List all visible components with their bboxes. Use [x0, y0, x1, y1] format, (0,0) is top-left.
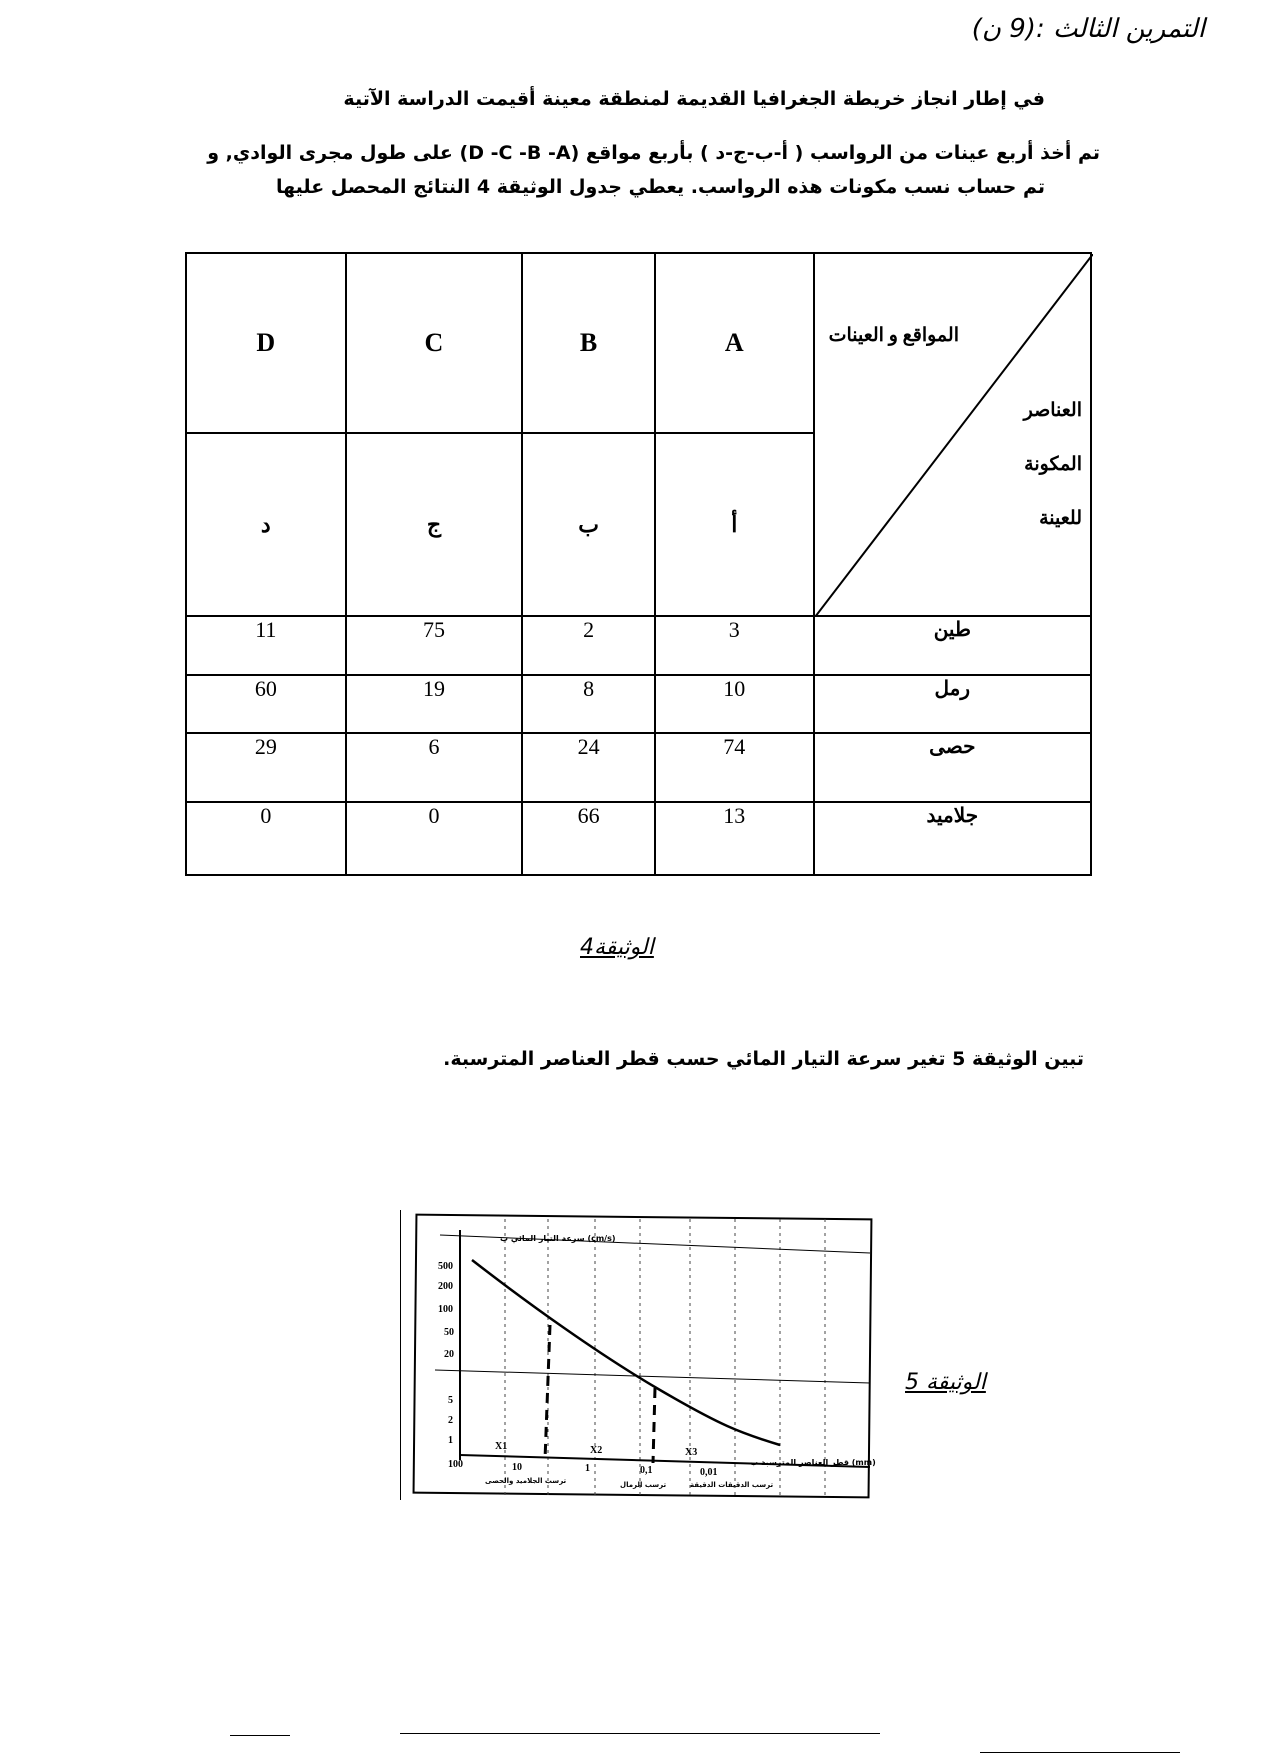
cell: 3 — [655, 616, 814, 675]
table-corner-header — [814, 253, 1091, 616]
cell: 11 — [186, 616, 346, 675]
row-label: طين — [814, 616, 1091, 675]
x-tick: 10 — [512, 1462, 522, 1473]
cell: 6 — [346, 733, 523, 802]
cell: 66 — [522, 802, 655, 875]
cell: 13 — [655, 802, 814, 875]
y-tick: 2 — [448, 1415, 453, 1426]
corner-line: المكونة — [1024, 454, 1082, 475]
row-label: رمل — [814, 675, 1091, 733]
corner-line: للعينة — [1039, 508, 1082, 529]
table-row — [186, 802, 1091, 875]
footer-rule — [230, 1735, 290, 1736]
cell: 24 — [522, 733, 655, 802]
cell: 19 — [346, 675, 523, 733]
velocity-diameter-graph — [400, 1205, 880, 1505]
marker-label: X2 — [590, 1445, 603, 1456]
zone-label: ترسب الدقيقات الدقيقة — [690, 1481, 774, 1489]
results-table — [185, 252, 1092, 876]
y-tick: 500 — [438, 1261, 453, 1272]
y-tick: 1 — [448, 1435, 453, 1446]
table-row — [186, 675, 1091, 733]
site-header-a: A — [655, 253, 814, 433]
y-tick: 50 — [444, 1327, 454, 1338]
y-tick: 100 — [438, 1304, 453, 1315]
marker-label: X1 — [495, 1441, 508, 1452]
cell: 10 — [655, 675, 814, 733]
row-label: جلاميد — [814, 802, 1091, 875]
paragraph-line-2: تم حساب نسب مكونات هذه الرواسب. يعطي جدول الوثيقة 4 النتائج المحصل عليها — [276, 176, 1045, 198]
corner-line: العناصر — [1023, 400, 1082, 421]
y-tick: 20 — [444, 1349, 454, 1360]
doc5-sentence: تبين الوثيقة 5 تغير سرعة التيار المائي حسب قطر العناصر المترسبة. — [443, 1048, 1084, 1070]
cell: 2 — [522, 616, 655, 675]
x-axis-label: قطر العناصر المترسبة ب (mm) — [750, 1458, 876, 1467]
intro-text: في إطار انجاز خريطة الجغرافيا القديمة لمنطقة معينة أقيمت الدراسة الآتية — [343, 88, 1045, 110]
x-tick: 1 — [585, 1463, 590, 1474]
y-tick: 5 — [448, 1395, 453, 1406]
site-header-b: B — [522, 253, 655, 433]
marker-label: X3 — [685, 1447, 698, 1458]
zone-label: ترسب الجلاميد والحصى — [485, 1477, 567, 1485]
cell: 75 — [346, 616, 523, 675]
exercise-title: التمرين الثالث :(9 ن) — [971, 14, 1205, 44]
doc5-label: الوثيقة 5 — [905, 1370, 986, 1395]
site-header-d: D — [186, 253, 346, 433]
zone-label: ترسب الرمال — [620, 1481, 667, 1489]
footer-rule — [980, 1752, 1180, 1753]
x-tick: 0,1 — [640, 1465, 653, 1476]
row-label: حصى — [814, 733, 1091, 802]
sample-header-c: ج — [346, 433, 523, 616]
sample-header-b: ب — [522, 433, 655, 616]
cell: 74 — [655, 733, 814, 802]
x-tick: 100 — [448, 1459, 463, 1470]
cell: 0 — [346, 802, 523, 875]
sample-header-a: أ — [655, 433, 814, 616]
cell: 8 — [522, 675, 655, 733]
footer-rule — [400, 1733, 880, 1734]
y-axis-label: سرعة التيار المائي ب (cm/s) — [500, 1234, 616, 1243]
x-tick: 0,01 — [700, 1467, 718, 1478]
corner-top-label: المواقع و العينات — [828, 325, 959, 346]
site-header-c: C — [346, 253, 523, 433]
doc4-label: الوثيقة4 — [580, 935, 654, 960]
paragraph-line-1: تم أخذ أربع عينات من الرواسب ( أ-ب-ج-د ) بأربع مواقع (D -C -B -A) على طول مجرى الوادي, و — [207, 142, 1100, 164]
y-tick: 200 — [438, 1281, 453, 1292]
cell: 60 — [186, 675, 346, 733]
cell: 0 — [186, 802, 346, 875]
sample-header-d: د — [186, 433, 346, 616]
table-row — [186, 616, 1091, 675]
corner-bottom-label — [1024, 384, 1082, 546]
table-row — [186, 733, 1091, 802]
cell: 29 — [186, 733, 346, 802]
